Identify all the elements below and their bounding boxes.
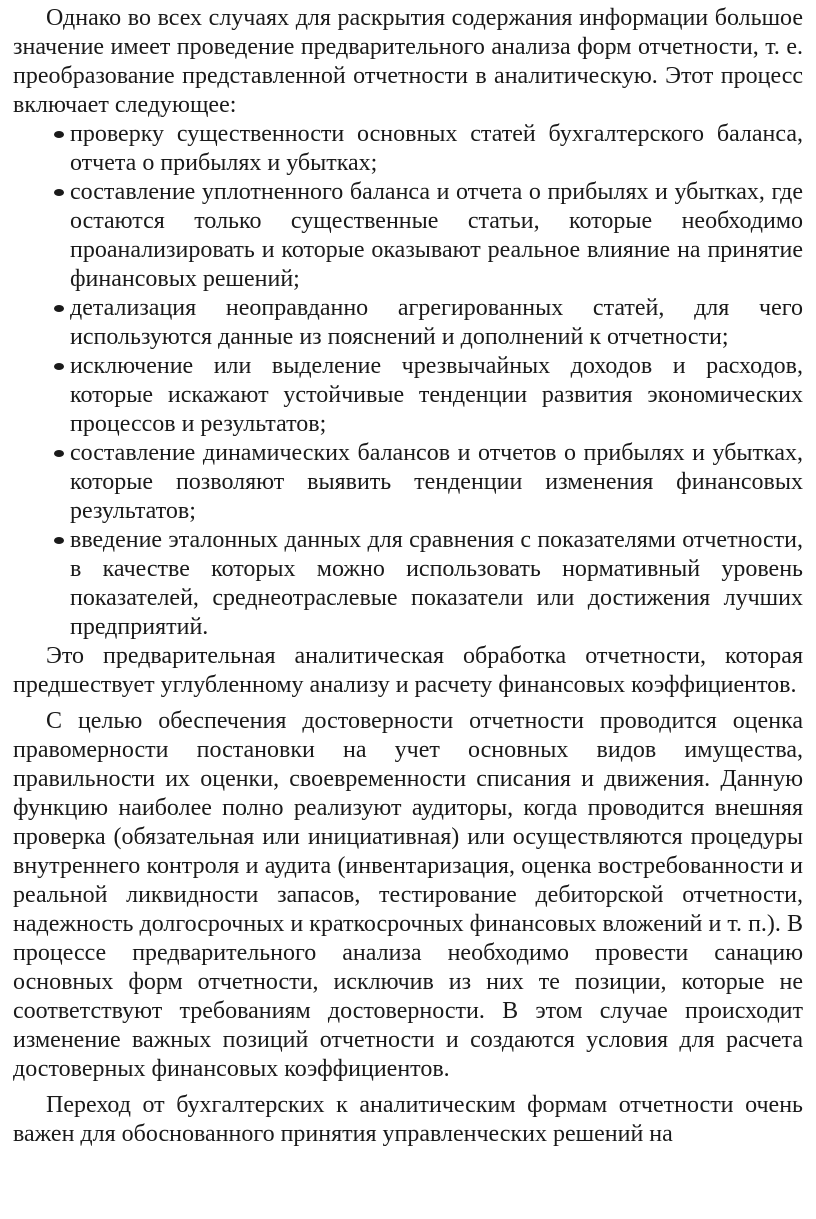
intro-paragraph: Однако во всех случаях для раскрытия содержания информации большое значение имеет проведение предварительного анализа форм отчетности, т. е. преобразование представленной отчетности в аналитическую. Этот процесс включает следующее: [13,5,803,118]
bullet-icon [54,305,64,312]
list-item-text: введение эталонных данных для сравнения с показателями отчетности, в качестве которых можно использовать нормативный уровень показателей, среднеотраслевые показатели или достижения лучших предприятий. [70,527,803,640]
list-item [13,526,803,642]
list-item [13,294,803,352]
bullet-icon [54,131,64,138]
list-item [13,178,803,294]
bullet-icon [54,189,64,196]
bullet-icon [54,537,64,544]
bullet-icon [54,363,64,370]
document-page [13,4,803,1149]
list-item-text: составление динамических балансов и отчетов о прибылях и убытках, которые позволяют выявить тенденции изменения финансовых результатов; [70,440,803,524]
summary-paragraph: Это предварительная аналитическая обработка отчетности, которая предшествует углубленному анализу и расчету финансовых коэффициентов. [13,643,803,698]
list-item-text: проверку существенности основных статей бухгалтерского баланса, отчета о прибылях и убытках; [70,121,803,176]
transition-paragraph: Переход от бухгалтерских к аналитическим формам отчетности очень важен для обоснованного принятия управленческих решений на [13,1092,803,1147]
reliability-paragraph: С целью обеспечения достоверности отчетности проводится оценка правомерности постановки на учет основных видов имущества, правильности их оценки, своевременности списания и движения. Данную функцию наиболее полно реализуют аудиторы, когда проводится внешняя проверка (обязательная или инициативная) или осуществляются процедуры внутреннего контроля и аудита (инвентаризация, оценка востребованности и реальной ликвидности запасов, тестирование дебиторской отчетности, надежность долгосрочных и краткосрочных финансовых вложений и т. п.). В процессе предварительного анализа необходимо провести санацию основных форм отчетности, исключив из них те позиции, которые не соответствуют требованиям достоверности. В этом случае происходит изменение важных позиций отчетности и создаются условия для расчета достоверных финансовых коэффициентов. [13,708,803,1082]
analysis-steps-list [13,120,803,642]
list-item [13,120,803,178]
list-item-text: исключение или выделение чрезвычайных доходов и расходов, которые искажают устойчивые тенденции развития экономических процессов и результатов; [70,353,803,437]
list-item [13,439,803,526]
list-item [13,352,803,439]
bullet-icon [54,450,64,457]
list-item-text: детализация неоправданно агрегированных статей, для чего используются данные из пояснений и дополнений к отчетности; [70,295,803,350]
list-item-text: составление уплотненного баланса и отчета о прибылях и убытках, где остаются только существенные статьи, которые необходимо проанализировать и которые оказывают реальное влияние на принятие финансовых решений; [70,179,803,292]
